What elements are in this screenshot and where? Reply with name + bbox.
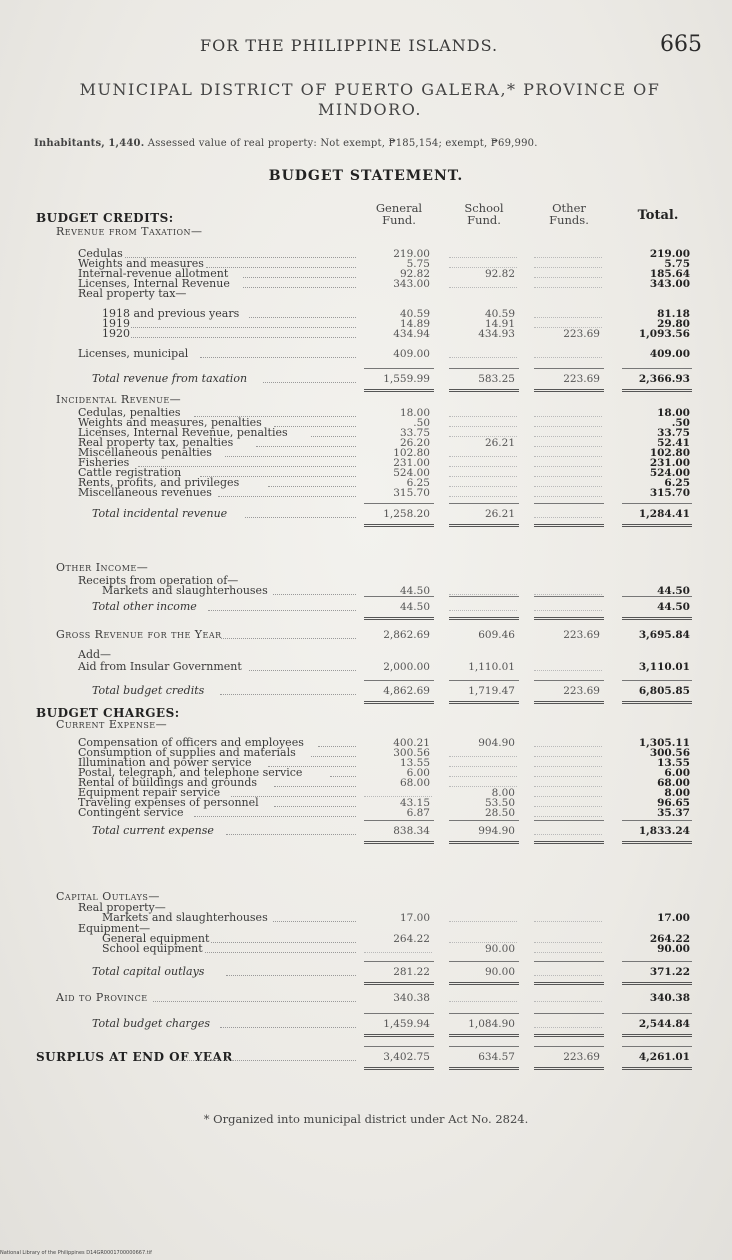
empty-cell-dots bbox=[449, 1001, 517, 1002]
inhabitants-count: 1,440. bbox=[108, 138, 145, 149]
total-rule bbox=[364, 961, 434, 962]
cell-school: 904.90 bbox=[478, 737, 515, 749]
empty-cell-dots bbox=[449, 496, 517, 497]
table-row bbox=[0, 825, 732, 837]
empty-cell-dots bbox=[534, 816, 602, 817]
cell-general: 4,862.69 bbox=[383, 685, 430, 697]
total-rule bbox=[364, 503, 434, 504]
cell-total: 81.18 bbox=[657, 308, 690, 320]
total-rule bbox=[534, 503, 604, 504]
row-label: Weights and measures bbox=[78, 257, 204, 270]
table-row bbox=[0, 328, 732, 340]
total-rule bbox=[364, 389, 434, 392]
empty-cell-dots bbox=[449, 921, 517, 922]
cell-total: .50 bbox=[671, 417, 690, 429]
cell-general: 281.22 bbox=[393, 966, 430, 978]
leader-dots bbox=[226, 834, 356, 835]
cell-school: 994.90 bbox=[478, 825, 515, 837]
leader-dots bbox=[273, 921, 356, 922]
cell-school: 1,110.01 bbox=[468, 661, 515, 673]
cell-general: 2,000.00 bbox=[383, 661, 430, 673]
row-label: BUDGET CHARGES: bbox=[36, 706, 180, 720]
leader-dots bbox=[263, 382, 356, 383]
cell-total: 3,695.84 bbox=[638, 629, 690, 641]
total-rule bbox=[449, 389, 519, 392]
cell-total: 5.75 bbox=[664, 258, 690, 270]
row-label: Incidental Revenue— bbox=[56, 393, 182, 406]
row-label: Cattle registration bbox=[78, 466, 182, 479]
row-label: Real property tax— bbox=[78, 287, 187, 300]
cell-school: 90.00 bbox=[484, 943, 515, 955]
cell-general: 1,459.94 bbox=[383, 1018, 430, 1030]
empty-cell-dots bbox=[364, 952, 432, 953]
leader-dots bbox=[273, 594, 356, 595]
cell-total: 35.37 bbox=[657, 807, 690, 819]
cell-general: 17.00 bbox=[399, 912, 430, 924]
total-rule bbox=[534, 701, 604, 704]
row-label: Markets and slaughterhouses bbox=[102, 584, 268, 597]
row-label: Total budget charges bbox=[92, 1017, 210, 1030]
total-rule bbox=[364, 368, 434, 369]
cell-school: 634.57 bbox=[478, 1051, 515, 1063]
row-label: Internal-revenue allotment bbox=[78, 267, 229, 280]
cell-total: 2,544.84 bbox=[638, 1018, 690, 1030]
cell-general: 315.70 bbox=[393, 487, 430, 499]
total-rule bbox=[364, 841, 434, 844]
total-rule bbox=[534, 982, 604, 985]
row-label: 1920 bbox=[102, 327, 130, 340]
cell-general: 300.56 bbox=[393, 747, 430, 759]
total-rule bbox=[622, 524, 692, 527]
leader-dots bbox=[221, 638, 356, 639]
total-rule bbox=[364, 596, 434, 597]
total-rule bbox=[534, 617, 604, 620]
total-rule bbox=[449, 1046, 519, 1047]
row-label: 1919 bbox=[102, 317, 130, 330]
cell-total: 231.00 bbox=[649, 457, 690, 469]
header-title: FOR THE PHILIPPINE ISLANDS. bbox=[200, 36, 499, 55]
empty-cell-dots bbox=[449, 610, 517, 611]
cell-general: 231.00 bbox=[393, 457, 430, 469]
total-rule bbox=[364, 1034, 434, 1037]
col-header-other: Other Funds. bbox=[549, 201, 589, 227]
total-rule bbox=[534, 368, 604, 369]
cell-general: 44.50 bbox=[399, 601, 430, 613]
cell-school: 26.21 bbox=[484, 508, 515, 520]
row-label: Postal, telegraph, and telephone service bbox=[78, 766, 303, 779]
row-label: Total current expense bbox=[92, 824, 214, 837]
leader-dots bbox=[131, 337, 356, 338]
library-stamp: National Library of the Philippines D14GR0001700000667.tif bbox=[0, 1250, 152, 1256]
table-row bbox=[0, 661, 732, 673]
col-header-school: School Fund. bbox=[464, 201, 504, 227]
total-rule bbox=[534, 1067, 604, 1070]
total-rule bbox=[449, 617, 519, 620]
empty-cell-dots bbox=[534, 517, 602, 518]
empty-cell-dots bbox=[534, 952, 602, 953]
cell-total: 219.00 bbox=[649, 248, 690, 260]
total-rule bbox=[449, 1067, 519, 1070]
total-rule bbox=[622, 820, 692, 821]
table-row bbox=[0, 685, 732, 697]
row-label: Aid to Province bbox=[56, 991, 148, 1004]
row-label: Add— bbox=[78, 648, 112, 661]
cell-general: 40.59 bbox=[399, 308, 430, 320]
row-label: Total revenue from taxation bbox=[92, 372, 248, 385]
cell-school: 8.00 bbox=[491, 787, 515, 799]
cell-total: 102.80 bbox=[649, 447, 690, 459]
cell-total: 90.00 bbox=[657, 943, 690, 955]
inhabitants-line bbox=[34, 138, 714, 149]
total-rule bbox=[622, 1034, 692, 1037]
cell-general: 33.75 bbox=[399, 427, 430, 439]
cell-total: 315.70 bbox=[649, 487, 690, 499]
total-rule bbox=[364, 701, 434, 704]
total-rule bbox=[364, 820, 434, 821]
total-rule bbox=[622, 961, 692, 962]
total-rule bbox=[449, 701, 519, 704]
total-rule bbox=[622, 503, 692, 504]
leader-dots bbox=[194, 816, 356, 817]
row-label: Compensation of officers and employees bbox=[78, 736, 304, 749]
table-row bbox=[0, 288, 732, 300]
total-rule bbox=[364, 680, 434, 681]
total-rule bbox=[622, 680, 692, 681]
total-rule bbox=[449, 1013, 519, 1014]
total-rule bbox=[449, 841, 519, 844]
total-rule bbox=[449, 680, 519, 681]
row-label: SURPLUS AT END OF YEAR bbox=[36, 1050, 233, 1064]
row-label: Real property— bbox=[78, 901, 166, 914]
cell-total: 300.56 bbox=[649, 747, 690, 759]
cell-school: 583.25 bbox=[478, 373, 515, 385]
empty-cell-dots bbox=[449, 594, 517, 595]
row-label: Cedulas, penalties bbox=[78, 406, 181, 419]
cell-school: 14.91 bbox=[484, 318, 515, 330]
row-label: School equipment bbox=[102, 942, 203, 955]
total-rule bbox=[364, 1013, 434, 1014]
total-rule bbox=[449, 1034, 519, 1037]
inhabitants-label: Inhabitants, bbox=[34, 138, 105, 149]
leader-dots bbox=[226, 975, 356, 976]
total-rule bbox=[534, 841, 604, 844]
total-rule bbox=[622, 389, 692, 392]
cell-total: 18.00 bbox=[657, 407, 690, 419]
table-row bbox=[0, 966, 732, 978]
cell-other: 223.69 bbox=[563, 685, 600, 697]
row-label: Markets and slaughterhouses bbox=[102, 911, 268, 924]
cell-general: .50 bbox=[413, 417, 430, 429]
cell-total: 340.38 bbox=[649, 992, 690, 1004]
total-rule bbox=[534, 961, 604, 962]
row-label: Total budget credits bbox=[92, 684, 205, 697]
budget-statement-title: BUDGET STATEMENT. bbox=[268, 168, 464, 184]
empty-cell-dots bbox=[534, 594, 602, 595]
cell-total: 185.64 bbox=[649, 268, 690, 280]
cell-school: 90.00 bbox=[484, 966, 515, 978]
row-label: Illumination and power service bbox=[78, 756, 252, 769]
footnote: * Organized into municipal district under Act No. 2824. bbox=[203, 1112, 529, 1126]
cell-general: 343.00 bbox=[393, 278, 430, 290]
assessed-value: Assessed value of real property: Not exempt, ₱185,154; exempt, ₱69,990. bbox=[147, 138, 538, 149]
row-label: Licenses, Internal Revenue, penalties bbox=[78, 426, 288, 439]
row-label: Fisheries bbox=[78, 456, 130, 469]
table-row bbox=[0, 348, 732, 360]
cell-general: 92.82 bbox=[399, 268, 430, 280]
total-rule bbox=[622, 841, 692, 844]
row-label: Revenue from Taxation— bbox=[56, 225, 203, 238]
cell-school: 40.59 bbox=[484, 308, 515, 320]
row-label: Miscellaneous revenues bbox=[78, 486, 212, 499]
row-label: Weights and measures, penalties bbox=[78, 416, 262, 429]
total-rule bbox=[364, 617, 434, 620]
cell-general: 3,402.75 bbox=[383, 1051, 430, 1063]
total-rule bbox=[364, 982, 434, 985]
table-row bbox=[0, 226, 732, 238]
cell-total: 1,093.56 bbox=[638, 328, 690, 340]
cell-total: 3,110.01 bbox=[638, 661, 690, 673]
empty-cell-dots bbox=[534, 975, 602, 976]
total-rule bbox=[622, 1046, 692, 1047]
total-rule bbox=[449, 982, 519, 985]
cell-total: 17.00 bbox=[657, 912, 690, 924]
total-rule bbox=[449, 368, 519, 369]
total-rule bbox=[449, 820, 519, 821]
cell-general: 838.34 bbox=[393, 825, 430, 837]
cell-total: 371.22 bbox=[649, 966, 690, 978]
cell-total: 1,833.24 bbox=[638, 825, 690, 837]
total-rule bbox=[622, 982, 692, 985]
cell-school: 92.82 bbox=[484, 268, 515, 280]
table-row bbox=[0, 719, 732, 731]
total-rule bbox=[534, 1034, 604, 1037]
cell-total: 52.41 bbox=[657, 437, 690, 449]
cell-general: 434.94 bbox=[393, 328, 430, 340]
cell-general: 68.00 bbox=[399, 777, 430, 789]
cell-total: 6,805.85 bbox=[638, 685, 690, 697]
cell-total: 8.00 bbox=[664, 787, 690, 799]
leader-dots bbox=[208, 610, 356, 611]
table-row bbox=[0, 1051, 732, 1063]
table-row bbox=[0, 394, 732, 406]
cell-general: 1,559.99 bbox=[383, 373, 430, 385]
total-rule bbox=[534, 820, 604, 821]
cell-total: 1,305.11 bbox=[638, 737, 690, 749]
total-rule bbox=[622, 596, 692, 597]
cell-school: 28.50 bbox=[484, 807, 515, 819]
row-label: Receipts from operation of— bbox=[78, 574, 239, 587]
leader-dots bbox=[153, 1001, 356, 1002]
total-rule bbox=[449, 524, 519, 527]
leader-dots bbox=[218, 496, 356, 497]
cell-general: 43.15 bbox=[399, 797, 430, 809]
district-line-2: MINDORO. bbox=[318, 100, 422, 119]
total-rule bbox=[622, 701, 692, 704]
row-label: Total capital outlays bbox=[92, 965, 205, 978]
empty-cell-dots bbox=[449, 357, 517, 358]
total-rule bbox=[534, 680, 604, 681]
total-rule bbox=[534, 389, 604, 392]
row-label: 1918 and previous years bbox=[102, 307, 240, 320]
cell-total: 2,366.93 bbox=[638, 373, 690, 385]
total-rule bbox=[622, 1013, 692, 1014]
cell-total: 6.25 bbox=[664, 477, 690, 489]
cell-school: 26.21 bbox=[484, 437, 515, 449]
total-rule bbox=[449, 961, 519, 962]
empty-cell-dots bbox=[534, 670, 602, 671]
total-rule bbox=[534, 1013, 604, 1014]
table-row bbox=[0, 601, 732, 613]
total-rule bbox=[449, 596, 519, 597]
district-line-1: MUNICIPAL DISTRICT OF PUERTO GALERA,* PROVINCE OF bbox=[79, 80, 661, 99]
row-label: Other Income— bbox=[56, 561, 149, 574]
row-label: Aid from Insular Government bbox=[78, 660, 242, 673]
total-rule bbox=[622, 1067, 692, 1070]
table-row bbox=[0, 373, 732, 385]
cell-school: 1,084.90 bbox=[468, 1018, 515, 1030]
total-rule bbox=[534, 1046, 604, 1047]
row-label: Equipment repair service bbox=[78, 786, 221, 799]
cell-total: 44.50 bbox=[657, 601, 690, 613]
row-label: Current Expense— bbox=[56, 718, 168, 731]
table-row bbox=[0, 487, 732, 499]
cell-total: 4,261.01 bbox=[638, 1051, 690, 1063]
cell-general: 18.00 bbox=[399, 407, 430, 419]
row-label: Total incidental revenue bbox=[92, 507, 228, 520]
cell-general: 524.00 bbox=[393, 467, 430, 479]
row-label: Traveling expenses of personnel bbox=[78, 796, 259, 809]
total-rule bbox=[364, 1067, 434, 1070]
row-label: Equipment— bbox=[78, 922, 151, 935]
leader-dots bbox=[176, 1060, 356, 1061]
row-label: Miscellaneous penalties bbox=[78, 446, 212, 459]
cell-general: 44.50 bbox=[399, 585, 430, 597]
row-label: Rents, profits, and privileges bbox=[78, 476, 240, 489]
leader-dots bbox=[205, 952, 356, 953]
empty-cell-dots bbox=[534, 1027, 602, 1028]
empty-cell-dots bbox=[534, 610, 602, 611]
cell-total: 44.50 bbox=[657, 585, 690, 597]
table-row bbox=[0, 807, 732, 819]
total-rule bbox=[622, 617, 692, 620]
cell-general: 6.00 bbox=[406, 767, 430, 779]
cell-general: 264.22 bbox=[393, 933, 430, 945]
row-label: Consumption of supplies and materials bbox=[78, 746, 296, 759]
row-label: General equipment bbox=[102, 932, 210, 945]
cell-general: 6.87 bbox=[406, 807, 430, 819]
cell-total: 29.80 bbox=[657, 318, 690, 330]
cell-general: 2,862.69 bbox=[383, 629, 430, 641]
page-number: 665 bbox=[660, 32, 702, 57]
empty-cell-dots bbox=[534, 496, 602, 497]
leader-dots bbox=[220, 694, 356, 695]
cell-general: 219.00 bbox=[393, 248, 430, 260]
row-label: Total other income bbox=[92, 600, 197, 613]
total-rule bbox=[534, 596, 604, 597]
total-rule bbox=[364, 524, 434, 527]
row-label: BUDGET CREDITS: bbox=[36, 211, 174, 225]
empty-cell-dots bbox=[534, 357, 602, 358]
cell-general: 409.00 bbox=[393, 348, 430, 360]
cell-other: 223.69 bbox=[563, 373, 600, 385]
empty-cell-dots bbox=[534, 921, 602, 922]
leader-dots bbox=[249, 670, 356, 671]
col-header-total: Total. bbox=[637, 208, 679, 223]
table-row bbox=[0, 992, 732, 1004]
cell-total: 409.00 bbox=[649, 348, 690, 360]
col-header-general: General Fund. bbox=[375, 201, 423, 227]
cell-total: 33.75 bbox=[657, 427, 690, 439]
cell-other: 223.69 bbox=[563, 629, 600, 641]
cell-total: 343.00 bbox=[649, 278, 690, 290]
total-rule bbox=[449, 503, 519, 504]
row-label: Real property tax, penalties bbox=[78, 436, 234, 449]
cell-total: 68.00 bbox=[657, 777, 690, 789]
table-row bbox=[0, 508, 732, 520]
leader-dots bbox=[245, 517, 356, 518]
cell-school: 434.93 bbox=[478, 328, 515, 340]
empty-cell-dots bbox=[534, 1001, 602, 1002]
table-row bbox=[0, 562, 732, 574]
cell-total: 96.65 bbox=[657, 797, 690, 809]
cell-other: 223.69 bbox=[563, 1051, 600, 1063]
cell-general: 13.55 bbox=[399, 757, 430, 769]
row-label: Licenses, Internal Revenue bbox=[78, 277, 230, 290]
total-rule bbox=[364, 1046, 434, 1047]
cell-total: 13.55 bbox=[657, 757, 690, 769]
table-row bbox=[0, 629, 732, 641]
cell-general: 1,258.20 bbox=[383, 508, 430, 520]
row-label: Gross Revenue for the Year bbox=[56, 628, 222, 641]
leader-dots bbox=[220, 1027, 356, 1028]
table-row bbox=[0, 1018, 732, 1030]
cell-general: 102.80 bbox=[393, 447, 430, 459]
cell-school: 1,719.47 bbox=[468, 685, 515, 697]
row-label: Cedulas bbox=[78, 247, 123, 260]
total-rule bbox=[622, 368, 692, 369]
cell-general: 340.38 bbox=[393, 992, 430, 1004]
cell-general: 14.89 bbox=[399, 318, 430, 330]
cell-general: 5.75 bbox=[406, 258, 430, 270]
cell-total: 264.22 bbox=[649, 933, 690, 945]
row-label: Contingent service bbox=[78, 806, 184, 819]
cell-general: 400.21 bbox=[393, 737, 430, 749]
row-label: Licenses, municipal bbox=[78, 347, 189, 360]
district-title bbox=[40, 80, 700, 120]
cell-general: 6.25 bbox=[406, 477, 430, 489]
cell-school: 53.50 bbox=[484, 797, 515, 809]
row-label: Rental of buildings and grounds bbox=[78, 776, 258, 789]
cell-general: 26.20 bbox=[399, 437, 430, 449]
cell-total: 6.00 bbox=[664, 767, 690, 779]
cell-other: 223.69 bbox=[563, 328, 600, 340]
cell-school: 609.46 bbox=[478, 629, 515, 641]
table-row bbox=[0, 943, 732, 955]
row-label: Capital Outlays— bbox=[56, 890, 160, 903]
cell-total: 1,284.41 bbox=[638, 508, 690, 520]
leader-dots bbox=[200, 357, 356, 358]
empty-cell-dots bbox=[534, 834, 602, 835]
cell-total: 524.00 bbox=[649, 467, 690, 479]
total-rule bbox=[534, 524, 604, 527]
